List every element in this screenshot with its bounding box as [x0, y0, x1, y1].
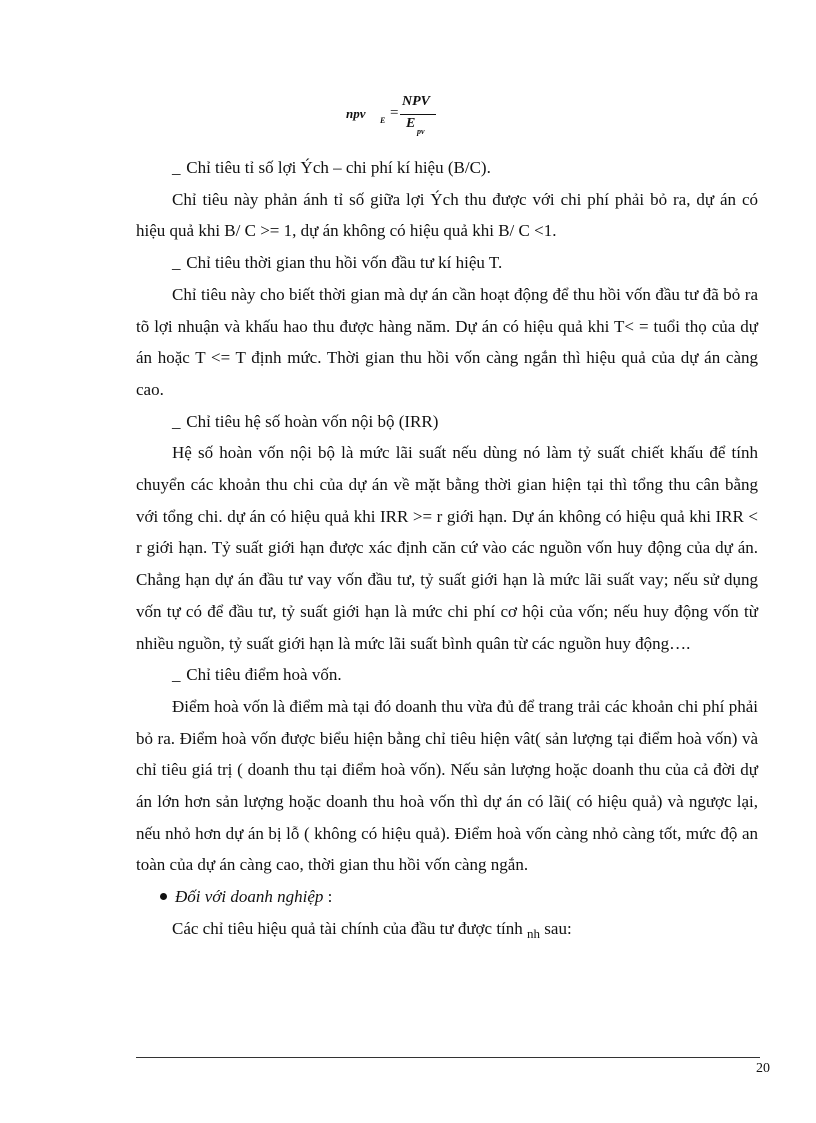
enterprise-heading	[136, 881, 758, 913]
criterion-payback-heading	[136, 247, 758, 279]
criterion-payback-description: Chỉ tiêu này cho biết thời gian mà dự án cần hoạt động để thu hồi vốn đầu tư đã bỏ ra tõ lợi nhuận và khấu hao thu được hàng năm. Dự án có hiệu quả khi T< = tuổi thọ của dự án hoặc T <= T định mức. Thời gian thu hồi vốn càng ngắn thì hiệu quả của dự án càng cao.	[136, 284, 758, 399]
dash-marker: _	[172, 158, 181, 177]
criterion-irr-description: Hệ số hoàn vốn nội bộ là mức lãi suất nếu dùng nó làm tỷ suất chiết khấu để tính chuyển các khoản thu chi của dự án về mặt bằng thời gian hiện tại thì tổng thu cân bằng với tổng chi. dự án có hiệu quả khi IRR >= r giới hạn. Dự án không có hiệu quả khi IRR < r giới hạn. Tỷ suất giới hạn được xác định căn cứ vào các nguồn vốn huy động của dự án. Chẳng hạn dự án đầu tư vay vốn đầu tư, tỷ suất giới hạn là mức lãi suất vay; nếu sử dụng vốn tự có để đầu tư, tỷ suất giới hạn là mức chi phí cơ hội của vốn; nếu huy động vốn từ nhiều nguồn, tỷ suất giới hạn là mức lãi suất bình quân từ các nguồn huy động….	[136, 443, 758, 653]
dash-marker: _	[172, 665, 181, 685]
enterprise-heading-text: Đối với doanh nghiệp	[175, 887, 324, 907]
intro-text-after: sau:	[540, 918, 572, 938]
formula-lhs: npv	[346, 106, 366, 121]
formula-lhs-subscript: E	[380, 116, 386, 125]
enterprise-intro	[136, 913, 758, 946]
dash-marker: _	[172, 411, 181, 431]
criterion-breakeven-heading	[136, 659, 758, 691]
footer-rule	[136, 1057, 760, 1058]
paragraph-text: Chỉ tiêu hệ số hoàn vốn nội bộ (IRR)	[186, 411, 439, 431]
paragraph-text: Chỉ tiêu điểm hoà vốn.	[186, 665, 342, 685]
paragraph-text: Chỉ tiêu tỉ số lợi Ých – chi phí kí hiệu (B/C).	[186, 158, 491, 177]
criterion-bc-heading	[136, 152, 758, 184]
paragraph-text: Chỉ tiêu thời gian thu hồi vốn đầu tư kí hiệu T.	[186, 253, 503, 273]
dash-marker: _	[172, 253, 181, 273]
document-body	[136, 152, 758, 946]
bullet-dot-icon	[160, 893, 167, 900]
formula-denominator-subscript: pv	[417, 127, 425, 136]
formula-fraction-bar	[400, 114, 436, 115]
formula-denominator: E	[406, 116, 416, 131]
enterprise-heading-colon: :	[323, 887, 333, 907]
intro-text-before: Các chỉ tiêu hiệu quả tài chính của đầu tư được tính	[172, 918, 528, 938]
criterion-bc-description: Chỉ tiêu này phản ánh tỉ số giữa lợi Ých thu được với chi phí phải bỏ ra, dự án có hiệu quả khi B/ C >= 1, dự án không có hiệu quả khi B/ C <1.	[136, 189, 758, 241]
page-number: 20	[756, 1061, 770, 1076]
formula-numerator: NPV	[402, 94, 430, 109]
criterion-irr-heading	[136, 406, 758, 438]
intro-subscript: nh	[527, 925, 541, 941]
formula-equals: =	[390, 105, 399, 121]
npv-formula	[346, 94, 466, 144]
criterion-breakeven-description: Điểm hoà vốn là điểm mà tại đó doanh thu vừa đủ để trang trải các khoản chi phí phải bỏ ra. Điểm hoà vốn được biểu hiện bằng chỉ tiêu hiện vât( sản lượng tại điểm hoà vốn) và chỉ tiêu giá trị ( doanh thu tại điểm hoà vốn). Nếu sản lượng hoặc doanh thu của cả đời dự án lớn hơn sản lượng hoặc doanh thu hoà vốn thì dự án có lãi( có hiệu quả) và ngược lại, nếu nhỏ hơn dự án bị lỗ ( không có hiệu quả). Điểm hoà vốn càng nhỏ càng tốt, mức độ an toàn của dự án càng cao, thời gian thu hồi vốn càng ngắn.	[136, 696, 758, 875]
